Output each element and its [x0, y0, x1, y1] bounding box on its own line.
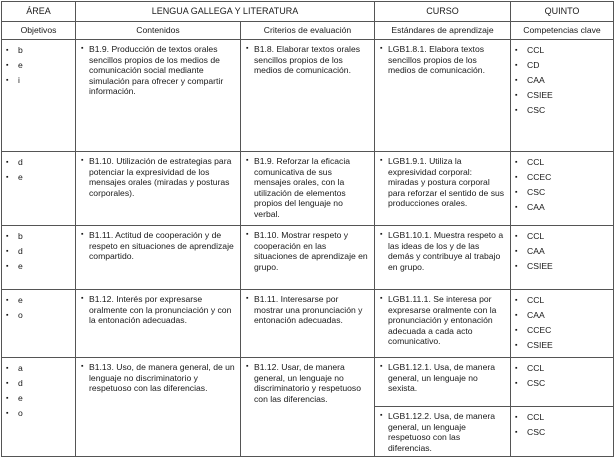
bulleted-text [380, 156, 505, 209]
col-objectives: Objetivos [2, 22, 76, 40]
list-item-label: CSC [527, 105, 546, 115]
list-item [6, 245, 71, 260]
cell-text: LGB1.8.1. Elabora textos sencillos propios de los medios de comunicación. [388, 44, 485, 76]
content-cell [76, 290, 241, 358]
standard-cell [375, 40, 511, 152]
bullet-marker: ▪ [515, 263, 518, 270]
competences-list [515, 156, 609, 216]
list-item-label: b [18, 231, 23, 241]
bullet-marker: ▪ [380, 231, 383, 238]
bullet-marker: ▪ [6, 380, 9, 387]
bullet-marker: ▪ [6, 248, 9, 255]
col-standards: Estándares de aprendizaje [375, 22, 511, 40]
bullet-marker: ▪ [515, 77, 518, 84]
list-item-label: CCEC [527, 172, 552, 182]
list-item [6, 392, 71, 407]
cell-text: LGB1.10.1. Muestra respeto a las ideas de los y de las demás y contribuye al trabajo en grupo. [388, 230, 504, 272]
list-item [515, 230, 609, 245]
content-cell [76, 40, 241, 152]
cell-text: B1.8. Elaborar textos orales sencillos propios de los medios de comunicación. [254, 44, 361, 76]
bulleted-text [246, 294, 369, 326]
list-item [6, 230, 71, 245]
list-item-label: d [18, 378, 23, 388]
bullet-marker: ▪ [515, 159, 518, 166]
objectives-list [6, 362, 71, 422]
competences-list [515, 230, 609, 275]
table-row [2, 226, 614, 290]
list-item [515, 411, 609, 426]
cell-text: B1.9. Reforzar la eficacia comunicativa de sus mensajes orales, con la utilización de elementos propios del lenguaje no verbal. [254, 156, 351, 219]
objectives-cell [2, 152, 76, 226]
competences-cell [511, 40, 614, 152]
cell-text: LGB1.9.1. Utiliza la expresividad corporal: miradas y postura corporal para reforzar el sentido de sus producciones orales. [388, 156, 505, 209]
objectives-cell [2, 358, 76, 457]
list-item-label: CAA [527, 246, 545, 256]
bullet-marker: ▪ [515, 380, 518, 387]
list-item [6, 362, 71, 377]
list-item [6, 156, 71, 171]
list-item-label: a [18, 363, 23, 373]
bulleted-text [81, 294, 235, 326]
bullet-marker: ▪ [380, 363, 383, 370]
bullet-marker: ▪ [515, 312, 518, 319]
list-item-label: CSIEE [527, 90, 553, 100]
objectives-cell [2, 226, 76, 290]
bullet-marker: ▪ [6, 312, 9, 319]
cell-text: B1.10. Utilización de estrategias para potenciar la expresividad de los mensajes orales (miradas y posturas corporales). [89, 156, 232, 198]
bullet-marker: ▪ [81, 363, 84, 370]
cell-text: LGB1.12.1. Usa, de manera general, un lenguaje no sexista. [388, 362, 496, 394]
bullet-marker: ▪ [6, 159, 9, 166]
list-item-label: e [18, 261, 23, 271]
bullet-marker: ▪ [515, 414, 518, 421]
competences-cell [511, 358, 614, 407]
list-item-label: CCL [527, 157, 545, 167]
bullet-marker: ▪ [6, 263, 9, 270]
criterion-cell [241, 226, 375, 290]
bullet-marker: ▪ [515, 62, 518, 69]
cell-text: B1.11. Actitud de cooperación y de respeto en situaciones de aprendizaje compartido. [89, 230, 234, 262]
list-item [515, 59, 609, 74]
list-item [515, 186, 609, 201]
bullet-marker: ▪ [6, 233, 9, 240]
list-item-label: CAA [527, 310, 545, 320]
bullet-marker: ▪ [6, 297, 9, 304]
list-item [6, 377, 71, 392]
bullet-marker: ▪ [380, 157, 383, 164]
list-item-label: o [18, 310, 23, 320]
cell-text: B1.12. Usar, de manera general, un lenguaje no discriminatorio y respetuoso con las diferencias. [254, 362, 361, 404]
objectives-cell [2, 290, 76, 358]
bullet-marker: ▪ [515, 204, 518, 211]
bullet-marker: ▪ [6, 77, 9, 84]
list-item-label: CAA [527, 75, 545, 85]
bullet-marker: ▪ [380, 412, 383, 419]
bulleted-text [380, 362, 505, 394]
bullet-marker: ▪ [515, 189, 518, 196]
list-item-label: CSC [527, 427, 546, 437]
bullet-marker: ▪ [380, 295, 383, 302]
competences-list [515, 362, 609, 392]
bullet-marker: ▪ [81, 157, 84, 164]
standard-cell [375, 407, 511, 457]
objectives-cell [2, 40, 76, 152]
list-item-label: CCL [527, 231, 545, 241]
list-item [515, 362, 609, 377]
header-grade: QUINTO [511, 2, 614, 22]
bulleted-text [81, 156, 235, 198]
bullet-marker: ▪ [246, 295, 249, 302]
table-row [2, 152, 614, 226]
list-item [6, 294, 71, 309]
list-item [6, 171, 71, 186]
bulleted-text [246, 230, 369, 272]
bulleted-text [380, 411, 505, 453]
competences-cell [511, 407, 614, 457]
bulleted-text [81, 230, 235, 262]
bulleted-text [81, 362, 235, 394]
criterion-cell [241, 152, 375, 226]
content-cell [76, 152, 241, 226]
list-item-label: CSIEE [527, 261, 553, 271]
competences-cell [511, 152, 614, 226]
objectives-list [6, 230, 71, 275]
list-item [515, 309, 609, 324]
bulleted-text [246, 44, 369, 76]
bulleted-text [246, 362, 369, 404]
list-item [515, 104, 609, 119]
list-item-label: e [18, 172, 23, 182]
list-item [515, 245, 609, 260]
competences-cell [511, 290, 614, 358]
standard-cell [375, 358, 511, 407]
list-item [515, 44, 609, 59]
list-item [515, 339, 609, 354]
objectives-list [6, 44, 71, 89]
criterion-cell [241, 358, 375, 457]
bullet-marker: ▪ [6, 410, 9, 417]
cell-text: B1.11. Interesarse por mostrar una pronunciación y entonación adecuadas. [254, 294, 363, 326]
cell-text: LGB1.11.1. Se interesa por expresarse oralmente con la pronunciación y entonación adecuada a cada acto comunicativo. [388, 294, 497, 347]
content-cell [76, 358, 241, 457]
list-item-label: CCL [527, 295, 545, 305]
list-item [6, 407, 71, 422]
list-item-label: d [18, 246, 23, 256]
list-item [6, 309, 71, 324]
list-item-label: CSC [527, 187, 546, 197]
cell-text: B1.9. Producción de textos orales sencillos propios de los medios de comunicación social mediante simulación para ofrecer y compartir información. [89, 44, 224, 97]
list-item-label: CCL [527, 45, 545, 55]
list-item-label: CSC [527, 378, 546, 388]
standard-cell [375, 152, 511, 226]
header-subject: LENGUA GALLEGA Y LITERATURA [76, 2, 375, 22]
bullet-marker: ▪ [515, 248, 518, 255]
bullet-marker: ▪ [515, 47, 518, 54]
col-contents: Contenidos [76, 22, 241, 40]
list-item [515, 294, 609, 309]
col-competences: Competencias clave [511, 22, 614, 40]
bullet-marker: ▪ [81, 231, 84, 238]
objectives-list [6, 156, 71, 186]
bulleted-text [246, 156, 369, 220]
criterion-cell [241, 40, 375, 152]
bullet-marker: ▪ [515, 233, 518, 240]
list-item-label: d [18, 157, 23, 167]
bulleted-text [380, 44, 505, 76]
subheader-row [2, 22, 614, 40]
bullet-marker: ▪ [6, 62, 9, 69]
bullet-marker: ▪ [515, 174, 518, 181]
bullet-marker: ▪ [515, 107, 518, 114]
list-item [515, 89, 609, 104]
bulleted-text [380, 230, 505, 272]
bullet-marker: ▪ [6, 365, 9, 372]
bullet-marker: ▪ [515, 92, 518, 99]
content-cell [76, 226, 241, 290]
list-item-label: CCL [527, 363, 545, 373]
list-item [515, 324, 609, 339]
bullet-marker: ▪ [246, 157, 249, 164]
list-item [6, 59, 71, 74]
list-item-label: o [18, 408, 23, 418]
bullet-marker: ▪ [380, 45, 383, 52]
bullet-marker: ▪ [6, 395, 9, 402]
competences-cell [511, 226, 614, 290]
list-item-label: e [18, 60, 23, 70]
list-item [6, 260, 71, 275]
bullet-marker: ▪ [515, 365, 518, 372]
table-row [2, 290, 614, 358]
list-item-label: b [18, 45, 23, 55]
list-item [515, 156, 609, 171]
bullet-marker: ▪ [6, 47, 9, 54]
cell-text: B1.10. Mostrar respeto y cooperación en las situaciones de aprendizaje en grupo. [254, 230, 368, 272]
list-item-label: CD [527, 60, 540, 70]
bulleted-text [81, 44, 235, 97]
criterion-cell [241, 290, 375, 358]
competences-list [515, 411, 609, 441]
bulleted-text [380, 294, 505, 347]
header-row [2, 2, 614, 22]
list-item [515, 260, 609, 275]
list-item [6, 44, 71, 59]
standard-cell [375, 290, 511, 358]
header-course: CURSO [375, 2, 511, 22]
bullet-marker: ▪ [81, 295, 84, 302]
list-item [515, 74, 609, 89]
list-item [515, 377, 609, 392]
bullet-marker: ▪ [81, 45, 84, 52]
cell-text: B1.13. Uso, de manera general, de un lenguaje no discriminatorio y respetuoso con las diferencias. [89, 362, 235, 394]
list-item [515, 201, 609, 216]
bullet-marker: ▪ [515, 327, 518, 334]
objectives-list [6, 294, 71, 324]
bullet-marker: ▪ [515, 429, 518, 436]
competences-list [515, 294, 609, 354]
competences-list [515, 44, 609, 119]
list-item-label: e [18, 295, 23, 305]
list-item-label: CSIEE [527, 340, 553, 350]
bullet-marker: ▪ [246, 363, 249, 370]
bullet-marker: ▪ [515, 342, 518, 349]
standard-cell [375, 226, 511, 290]
bullet-marker: ▪ [246, 45, 249, 52]
bullet-marker: ▪ [6, 174, 9, 181]
list-item-label: CAA [527, 202, 545, 212]
curriculum-table [1, 1, 614, 457]
list-item-label: i [18, 75, 20, 85]
list-item [6, 74, 71, 89]
bullet-marker: ▪ [246, 231, 249, 238]
table-row [2, 358, 614, 407]
col-criteria: Criterios de evaluación [241, 22, 375, 40]
table-row [2, 40, 614, 152]
header-area: ÁREA [2, 2, 76, 22]
bullet-marker: ▪ [515, 297, 518, 304]
list-item-label: CCEC [527, 325, 552, 335]
cell-text: LGB1.12.2. Usa, de manera general, un lenguaje respetuoso con las diferencias. [388, 411, 496, 453]
cell-text: B1.12. Interés por expresarse oralmente con la pronunciación y con la entonación adecuadas. [89, 294, 232, 326]
list-item [515, 171, 609, 186]
list-item-label: CCL [527, 412, 545, 422]
list-item-label: e [18, 393, 23, 403]
